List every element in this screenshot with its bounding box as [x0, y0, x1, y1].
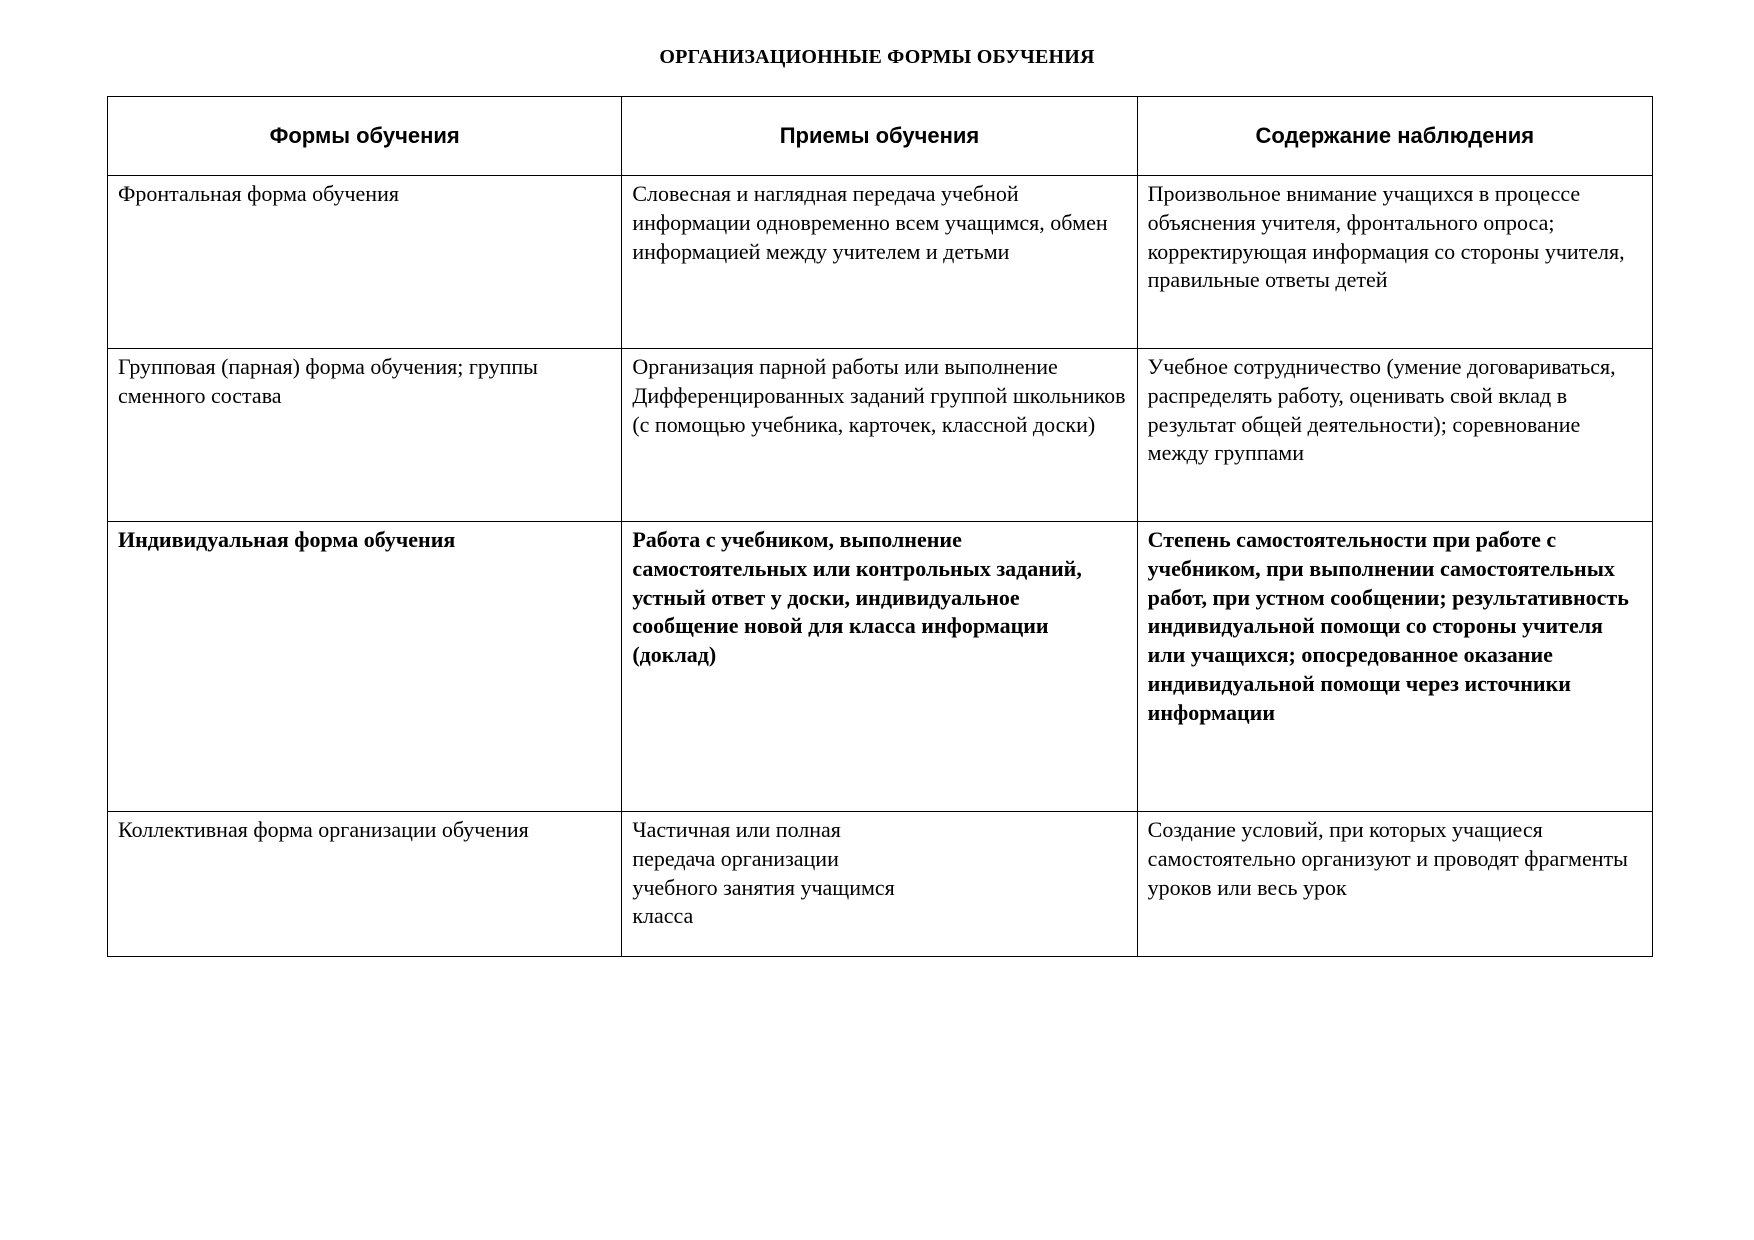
methods-cell [622, 522, 1137, 812]
methods-text: класса [632, 903, 694, 929]
observation-cell [1137, 176, 1652, 349]
methods-cell [622, 812, 1137, 957]
form-cell: Фронтальная форма обучения [108, 176, 622, 349]
observation-text: Произвольное внимание учащихся в процессе объяснения учителя, фронтального опроса; корректирующая информация со стороны учителя, правильные ответы детей [1147, 181, 1625, 293]
methods-cell [622, 349, 1137, 522]
table-row [108, 522, 1653, 812]
observation-text: Учебное сотрудничество (умение договариваться, распределять работу, оценивать свой вклад в результат общей деятельности); соревнование между группами [1147, 354, 1616, 466]
observation-cell [1137, 349, 1652, 522]
methods-text: устный ответ у доски, индивидуальное сообщение новой для класса информации (доклад) [632, 584, 1049, 668]
observation-cell [1137, 522, 1652, 812]
header-methods: Приемы обучения [622, 97, 1137, 176]
page-title: ОРГАНИЗАЦИОННЫЕ ФОРМЫ ОБУЧЕНИЯ [659, 46, 1095, 68]
methods-text: Работа с учебником, выполнение самостоятельных или контрольных заданий, [632, 527, 1082, 581]
header-observation: Содержание наблюдения [1137, 97, 1652, 176]
methods-cell [622, 176, 1137, 349]
table-row [108, 812, 1653, 957]
table-row [108, 349, 1653, 522]
observation-text: информации [1147, 699, 1275, 725]
header-forms: Формы обучения [108, 97, 622, 176]
methods-text: Организация парной работы или выполнение Дифференцированных заданий группой школьников (с помощью учебника, карточек, классной доски) [632, 354, 1126, 437]
observation-text: Создание условий, при которых учащиеся самостоятельно организуют и проводят фрагменты уроков или весь урок [1147, 817, 1628, 900]
forms-table [107, 96, 1653, 957]
observation-cell [1137, 812, 1652, 957]
observation-text: Степень самостоятельности при работе с учебником, при выполнении самостоятельных работ, при устном сообщении; результативность индивидуальной помощи со стороны учителя или учащихся; опосредованное оказание индивидуальной помощи через источники [1147, 527, 1629, 696]
form-cell: Индивидуальная форма обучения [108, 522, 622, 812]
methods-text: учебного занятия учащимся [632, 874, 895, 900]
table-row [108, 176, 1653, 349]
methods-text: передача организации [632, 845, 839, 871]
form-cell: Коллективная форма организации обучения [108, 812, 622, 957]
methods-text: Словесная и наглядная передача учебной информации одновременно всем учащимся, обмен информацией между учителем и детьми [632, 181, 1108, 264]
form-cell: Групповая (парная) форма обучения; группы сменного состава [108, 349, 622, 522]
methods-text: Частичная или полная [632, 817, 841, 842]
table-header-row [108, 97, 1653, 176]
